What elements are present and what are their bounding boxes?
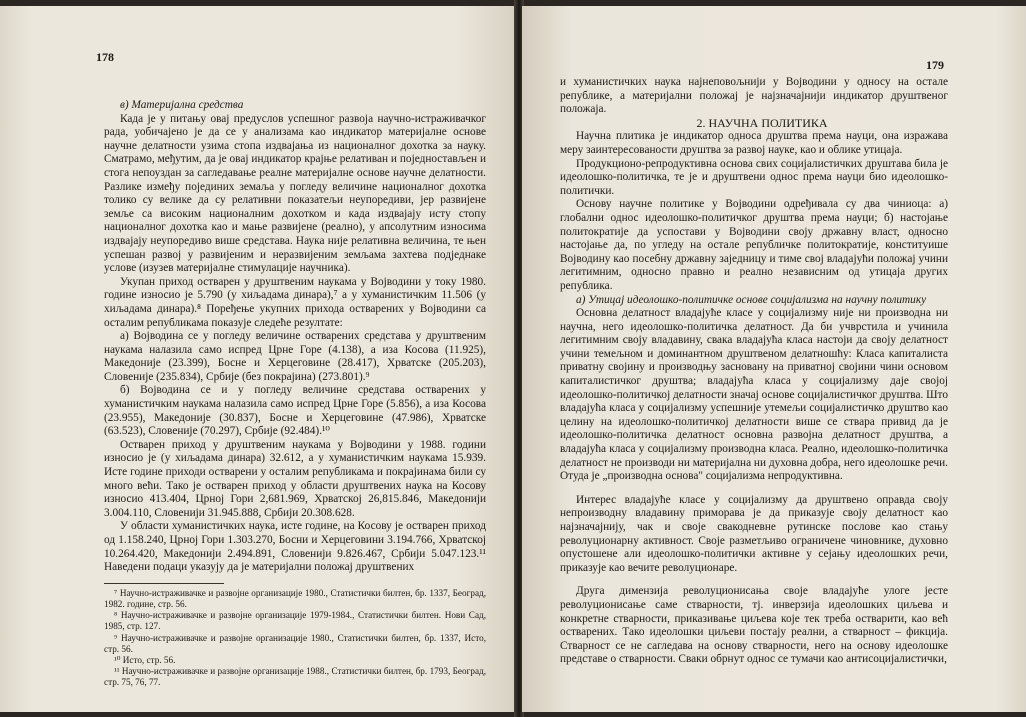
paragraph: Остварен приход у друштвеним наукама у Војводини у 1988. години износио је (у хиљадама динара) 32.612, а у хуманистичким наукама 15.939. Исте године приходи остварени у осталим републикама и покрајинама били су много већи. Тако је остварен приход у области друштвених наука на Косову износио 413.404, Црној Гори 2,681.969, Хрватској 26,815.846, Македонији 3.004.110, Словенији 31.945.888, Србији 20.308.628. [104,438,486,519]
paragraph: Друга димензија револуционисања своје владајуће улоге јесте револуционисање саме стварности, тј. инверзија идеолошких циљева и конкретне стварности, приказивање циљева које тек треба остварити, као већ остварених. Тако идеолошки циљеви постају реални, а стварност – фикција. Стварност се не сагледава на основу стварности, него на основу идеолошке представе о стварности. Сваки обрнут однос се тумачи као антисоцијалистички, [560,585,948,666]
page-number-right: 179 [926,58,944,72]
paragraph: б) Војводина се и у погледу величине средстава остварених у хуманистичким наукама налазила само испред Црне Горе (5.856), а иза Косова (23.955), Македоније (30.837), Босне и Херцеговине (47.986), Хрватске (63.523), Словеније (70.297), Србије (92.484).¹⁰ [104,384,486,438]
page-number-left: 178 [96,50,114,64]
chapter-heading: 2. НАУЧНА ПОЛИТИКА [696,115,828,130]
section-subheading: в) Материјална средства [120,99,244,111]
footnote: ¹¹ Научно-истраживачке и развојне организације 1988., Статистички билтен, бр. 1793, Београд, стр. 75, 76, 77. [104,666,486,688]
left-page-text [104,99,486,689]
left-page [0,6,516,712]
right-page [522,6,1026,712]
paragraph: Научна плитика је индикатор односа друштва према науци, она изражава меру заинтересованости друштва за развој науке, као и облике утицаја. [560,130,948,156]
footnote: ⁹ Научно-истраживачке и развојне организације 1980., Статистички билтен, бр. 1337, Исто, стр. 56. [104,632,486,654]
subsection-heading: а) Утицај идеолошко-политичке основе социјализма на научну политику [576,293,927,306]
paragraph: а) Војводина се у погледу величине остварених средстава у друштвеним наукама налазила само испред Црне Горе (4.138), а иза Косова (11.925), Македоније (23.399), Босне и Херцеговине (28.417), Хрватске (205.203), Словеније (235.834), Србије (без покрајина) (273.801).⁹ [104,330,486,383]
paragraph: Основу научне политике у Војводини одређивала су два чиниоца: а) глобални однос идеолошко-политичког друштва према науци; б) настојање политократије да успостави у Војводини своју државну власт, односно настојање да, по угледу на остале републичке политократије, конституише Војводину као посебну државну заједницу и тиме свој владајући положај учини легитимним, односно правно и реално независним од утицаја других република. [560,198,948,292]
paragraph: Укупан приход остварен у друштвеним наукама у Војводини у току 1980. године износио је 5.790 (у хиљадама динара),⁷ а у хуманистичким 11.506 (у хиљадама динара).⁸ Поређење укупних прихода остварених у Војводини са осталим републикама показује следеће резултате: [104,275,486,329]
footnote: ⁷ Научно-истраживачке и развојне организације 1980., Статистички билтен, бр. 1337, Београд, 1982. године, стр. 56. [104,587,486,609]
footnote-rule [104,583,224,584]
right-page-text [560,76,948,667]
paragraph: Када је у питању овај предуслов успешног развоја научно-истраживачког рада, уобичајено је да се у анализама као индикатор материјалне основе научне делатности узима стопа издвајања из националног дохотка за науку. Сматрамо, међутим, да је овај индикатор крајње релативан и поједностављен и стога непоуздан за сагледавање реалне материјалне основе научне делатности. Разлике између појединих земаља у погледу величине националног дохотка толико су велике да су релативни показатељи неупоредиви, јер развијене земље са високим националним дохотком и када издвајају исту стопу националног дохотка као и мање развијене (реално), у апсолутним износима издвајају неупоредиво више средстава. Наука није релативна величина, те њен успешан развој у развијеним и неразвијеним земљама захтева подједнаке услове (изузев материјалне стимулације научника). [104,112,486,275]
footnote: ⁸ Научно-истраживачке и развојне организације 1979-1984., Статистички билтен. Нови Сад, 1985, стр. 127. [104,610,486,632]
continuation-paragraph: и хуманистичких наука најнеповољнији у Војводини у односу на остале републике, а материјални положај је најзначајнији индикатор друштвеног положаја. [560,76,948,116]
paragraph: У области хуманистичких наука, исте године, на Косову је остварен приход од 1.158.240, Црној Гори 1.303.270, Босни и Херцеговини 3.194.766, Хрватској 10.264.420, Македонији 2.494.891, Словенији 9.826.467, Србији 5.047.123.¹¹ Наведени подаци указују да је материјални положај друштвених [104,520,486,574]
paragraph: Основна делатност владајуће класе у социјализму није ни производна ни научна, него идеолошко-политичка делатност. Да би учврстила и учинила легитимним своју владавину, свака владајућа класа настоји да своју делатност учини темељном и доминантном друштвеном делатношћу: Класа капиталиста приватну својину и производњу засновану на приватној својини чини основом капиталистичког друштва; владајућа класа у социјализму даје својој идеолошко-политичкој делатности значај основе социјалистичког друштва. Што владајућа класа у социјализму успешније утемељи социјалистичко друштво као целину на идеолошко-политичкој делатности више се ствара привид да је идеолошко-политичка делатност основна развојна делатност друштва, а владајућа класа у социјализму производна класа. Реално, идеолошко-политичка делатност не производи ни материјална ни духовна добра, него идеолошке речи. Отуда је „производна основа" социјализма непродуктивна. [560,307,948,483]
footnote: ¹⁰ Исто, стр. 56. [114,655,176,665]
paragraph: Продукционо-репродуктивна основа свих социјалистичких друштава била је идеолошко-политичка, те је и друштвени однос према науци био идеолошко-политички. [560,157,948,197]
paragraph: Интерес владајуће класе у социјализму да друштвено оправда своју непроизводну владавину приморава је да приказује своју делатност као најзначајнију, чак и своје свакодневне рутинске послове као стању револуционарну активност. Своје разметљиво ограничене чиновнике, духовно опустошене али идеолошко-политички активне у сејању идеолошких речи, приказује као вечите револуционаре. [560,493,948,574]
